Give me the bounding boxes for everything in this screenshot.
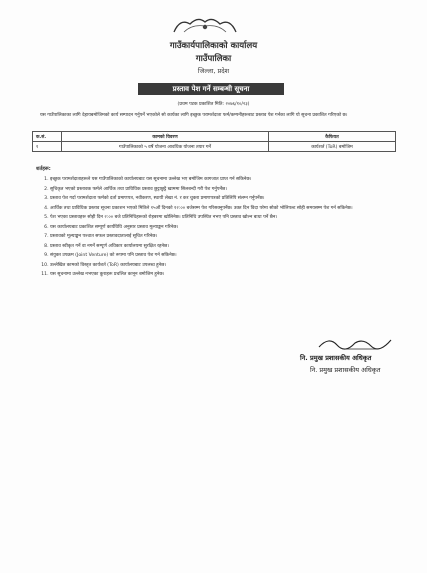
list-item: 7. प्रस्तावको मूल्याङ्कन पश्चात सफल प्रस्तावदातालाई सूचित गरिनेछ। [50, 233, 410, 241]
cell-remarks: कार्यशर्त (ToR) बमोजिम [269, 142, 396, 152]
publication-date: (प्रथम पटक प्रकाशित मिति: २०७६/१०/२३) [177, 102, 250, 107]
list-item: 8. प्रस्ताव स्वीकृत गर्ने वा नगर्ने सम्पूर्ण अधिकार कार्यालयमा सुरक्षित रहनेछ। [50, 243, 410, 251]
office-address: जिल्ला, प्रदेश [197, 67, 230, 75]
municipality-name: गाउँपालिका [195, 54, 232, 64]
signatory-title: नि. प्रमुख प्रशासकीय अधिकृत [300, 354, 372, 362]
list-item: 1. इच्छुक परामर्शदाताहरूले यस गाउँपालिकाको कार्यालयबाट यस सूचनामा उल्लेख भए बमोजिम कागजात प्राप्त गर्न सकिनेछ। [50, 176, 410, 184]
list-item: 10. उल्लेखित कामको विस्तृत कार्यशर्त (ToR) कार्यालयबाट उपलब्ध हुनेछ। [50, 262, 410, 270]
col-header-remarks: कैफियत [269, 132, 396, 142]
terms-list [32, 176, 410, 281]
government-emblem-icon [170, 14, 240, 34]
list-item: 3. प्रस्ताव पेश गर्दा परामर्शदाता फर्मको दर्ता प्रमाणपत्र, नवीकरण, स्थायी लेखा नं. र कर चुक्ता प्रमाणपत्रको प्रतिलिपि संलग्न गर्नुपर्नेछ। [50, 195, 410, 203]
notice-title: प्रस्ताव पेश गर्ने सम्बन्धी सूचना [138, 83, 284, 95]
table-row [33, 142, 396, 152]
notice-intro: यस गाउँपालिकाका लागि देहायबमोजिमको कार्य सम्पादन गर्नुपर्ने भएकोले सो कार्यका लागि इच्छुक परामर्शदाता फर्म/कम्पनीहरूबाट प्रस्ताव पेश गर्नका लागि यो सूचना प्रकाशित गरिएको छ। [40, 113, 348, 118]
list-item: 4. आर्थिक तथा प्राविधिक प्रस्ताव सूचना प्रकाशन भएको मितिले १५औं दिनको १२:०० बजेसम्म पेश गरिसक्नुपर्नेछ। उक्त दिन विदा परेमा सोको भोलिपल्ट सोही समयसम्म पेश गर्न सकिनेछ। [50, 205, 410, 213]
terms-heading: शर्तहरू: [36, 166, 51, 172]
office-name: गाउँकार्यपालिकाको कार्यालय [169, 41, 258, 51]
col-header-serial: क.सं. [33, 132, 62, 142]
handwritten-signature-icon [315, 334, 395, 352]
cell-serial: १ [33, 142, 62, 152]
col-header-description: कामको विवरण [62, 132, 269, 142]
cell-description: गाउँपालिकाको ५ वर्षे योजना आवधिक योजना तयार गर्ने [62, 142, 269, 152]
table-header-row [33, 132, 396, 142]
list-item: 9. संयुक्त उपक्रम (Joint Venture) को रूपमा पनि प्रस्ताव पेश गर्न सकिनेछ। [50, 252, 410, 260]
list-item: 11. यस सूचनामा उल्लेख नभएका कुराहरू प्रचलित कानून बमोजिम हुनेछ। [50, 271, 410, 279]
signatory-name: नि. प्रमुख प्रशासकीय अधिकृत [310, 366, 381, 374]
work-table [32, 131, 396, 152]
list-item: 2. सूचिकृत भएको प्रस्तावक फर्मले आर्थिक तथा प्राविधिक प्रस्ताव छुट्टाछुट्टै खाममा सिलबन्दी गरी पेश गर्नुपर्नेछ। [50, 186, 410, 194]
list-item: 6. यस कार्यालयबाट प्रकाशित सम्पूर्ण कार्यविधि अनुसार प्रस्ताव मूल्याङ्कन गरिनेछ। [50, 224, 410, 232]
list-item: 5. पेश भएका प्रस्तावहरू सोही दिन २:०० बजे प्रतिनिधिहरूको रोहबरमा खोलिनेछ। प्रतिनिधि उपस्थित नभए पनि प्रस्ताव खोल्न बाधा पर्ने छैन। [50, 214, 410, 222]
